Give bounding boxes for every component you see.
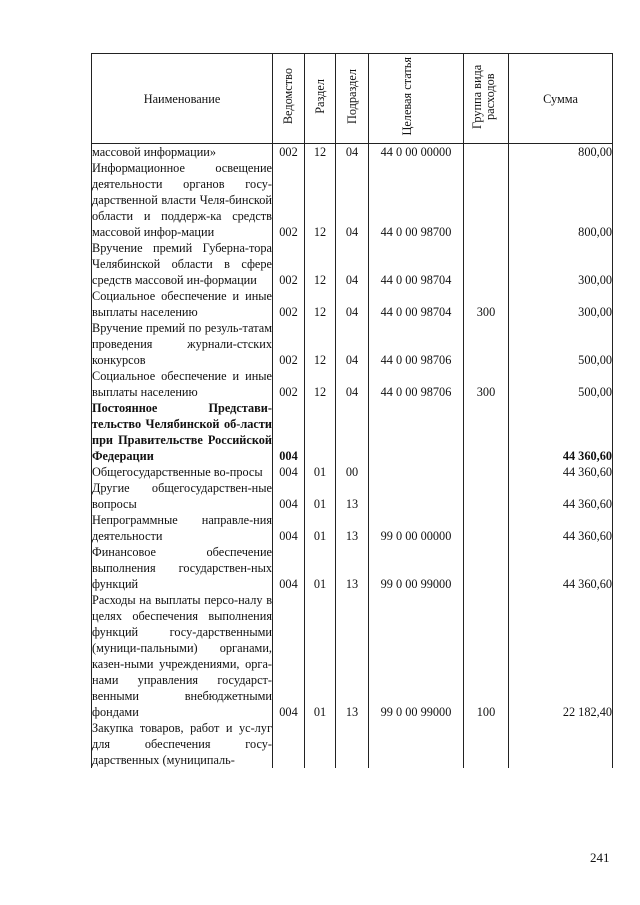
row-name: Закупка товаров, работ и ус-луг для обеспечения госу-дарственных (муниципаль- bbox=[92, 721, 272, 767]
row-subsection: 04 bbox=[336, 368, 369, 400]
table-row bbox=[92, 720, 613, 768]
row-department: 002 bbox=[273, 160, 305, 240]
row-department: 004 bbox=[273, 464, 305, 480]
row-subsection: 13 bbox=[336, 512, 369, 544]
row-department: 004 bbox=[273, 592, 305, 720]
row-sum: 500,00 bbox=[509, 320, 613, 368]
row-expense-group bbox=[464, 544, 509, 592]
row-sum: 44 360,60 bbox=[509, 512, 613, 544]
row-target: 44 0 00 98704 bbox=[369, 240, 464, 288]
row-subsection: 04 bbox=[336, 320, 369, 368]
row-expense-group bbox=[464, 144, 509, 161]
row-expense-group: 300 bbox=[464, 288, 509, 320]
table-header-row bbox=[92, 54, 613, 144]
row-target: 44 0 00 98704 bbox=[369, 288, 464, 320]
row-name: Вручение премий Губерна-тора Челябинской области в сфере средств массовой ин-формации bbox=[92, 241, 272, 287]
table-row bbox=[92, 240, 613, 288]
row-target: 44 0 00 98706 bbox=[369, 368, 464, 400]
row-section: 12 bbox=[305, 160, 336, 240]
table-row bbox=[92, 320, 613, 368]
row-target: 99 0 00 00000 bbox=[369, 512, 464, 544]
row-sum: 500,00 bbox=[509, 368, 613, 400]
header-department: Ведомство bbox=[273, 54, 305, 144]
row-name: Общегосударственные во-просы bbox=[92, 464, 273, 480]
budget-table bbox=[91, 53, 613, 768]
table-row bbox=[92, 288, 613, 320]
row-section: 12 bbox=[305, 288, 336, 320]
row-sum: 300,00 bbox=[509, 288, 613, 320]
row-name: Социальное обеспечение и иные выплаты населению bbox=[92, 289, 272, 319]
row-department bbox=[273, 720, 305, 768]
row-expense-group: 300 bbox=[464, 368, 509, 400]
row-name: массовой информации» bbox=[92, 144, 273, 161]
row-target bbox=[369, 720, 464, 768]
row-expense-group bbox=[464, 464, 509, 480]
table-row bbox=[92, 592, 613, 720]
table-row bbox=[92, 480, 613, 512]
row-department: 004 bbox=[273, 400, 305, 464]
row-expense-group bbox=[464, 512, 509, 544]
row-section: 01 bbox=[305, 464, 336, 480]
row-department: 004 bbox=[273, 512, 305, 544]
header-name: Наименование bbox=[92, 54, 273, 144]
row-department: 002 bbox=[273, 144, 305, 161]
row-target: 44 0 00 98700 bbox=[369, 160, 464, 240]
row-expense-group bbox=[464, 320, 509, 368]
row-subsection: 00 bbox=[336, 464, 369, 480]
table-row bbox=[92, 512, 613, 544]
row-subsection: 13 bbox=[336, 544, 369, 592]
row-subsection: 04 bbox=[336, 288, 369, 320]
row-subsection: 13 bbox=[336, 592, 369, 720]
table-row bbox=[92, 368, 613, 400]
table-row bbox=[92, 464, 613, 480]
row-sum: 800,00 bbox=[509, 144, 613, 161]
row-department: 004 bbox=[273, 480, 305, 512]
row-section: 01 bbox=[305, 592, 336, 720]
row-sum: 800,00 bbox=[509, 160, 613, 240]
table-row bbox=[92, 400, 613, 464]
row-sum: 44 360,60 bbox=[509, 480, 613, 512]
header-subsection: Подраздел bbox=[336, 54, 369, 144]
table-row bbox=[92, 160, 613, 240]
header-expense-group: Группа вида расходов bbox=[464, 54, 509, 144]
row-section: 01 bbox=[305, 544, 336, 592]
row-sum: 22 182,40 bbox=[509, 592, 613, 720]
row-subsection: 04 bbox=[336, 144, 369, 161]
row-subsection: 04 bbox=[336, 160, 369, 240]
page-number: 241 bbox=[590, 850, 610, 865]
row-target bbox=[369, 400, 464, 464]
row-sum: 44 360,60 bbox=[509, 544, 613, 592]
row-department: 002 bbox=[273, 240, 305, 288]
row-subsection: 04 bbox=[336, 240, 369, 288]
row-expense-group bbox=[464, 160, 509, 240]
row-expense-group bbox=[464, 480, 509, 512]
row-expense-group: 100 bbox=[464, 592, 509, 720]
row-name: Другие общегосударствен-ные вопросы bbox=[92, 481, 272, 511]
header-target: Целевая статья bbox=[369, 54, 464, 144]
row-name: Расходы на выплаты персо-налу в целях обеспечения выполнения функций госу-дарственными (муници-пальными) органами, казен-ными учреждениями, орга-нами управления государст-венными внебюджетными фондами bbox=[92, 593, 272, 719]
row-subsection bbox=[336, 720, 369, 768]
row-name: Вручение премий по резуль-татам проведения журнали-стских конкурсов bbox=[92, 321, 272, 367]
row-section: 12 bbox=[305, 320, 336, 368]
row-sum: 300,00 bbox=[509, 240, 613, 288]
row-subsection: 13 bbox=[336, 480, 369, 512]
row-expense-group bbox=[464, 240, 509, 288]
row-target: 44 0 00 98706 bbox=[369, 320, 464, 368]
header-sum: Сумма bbox=[509, 54, 613, 144]
row-department: 002 bbox=[273, 320, 305, 368]
row-section bbox=[305, 400, 336, 464]
row-name: Финансовое обеспечение выполнения государствен-ных функций bbox=[92, 545, 272, 591]
row-name: Информационное освещение деятельности органов госу-дарственной власти Челя-бинской области и поддерж-ка средств массовой инфор-мации bbox=[92, 161, 272, 239]
row-target bbox=[369, 480, 464, 512]
row-subsection bbox=[336, 400, 369, 464]
row-department: 002 bbox=[273, 288, 305, 320]
row-section bbox=[305, 720, 336, 768]
row-name: Непрограммные направле-ния деятельности bbox=[92, 513, 272, 543]
row-target: 44 0 00 00000 bbox=[369, 144, 464, 161]
row-name: Социальное обеспечение и иные выплаты населению bbox=[92, 369, 272, 399]
table-row bbox=[92, 144, 613, 161]
row-expense-group bbox=[464, 400, 509, 464]
row-target: 99 0 00 99000 bbox=[369, 592, 464, 720]
row-target bbox=[369, 464, 464, 480]
row-department: 004 bbox=[273, 544, 305, 592]
row-section: 12 bbox=[305, 240, 336, 288]
row-section: 12 bbox=[305, 368, 336, 400]
row-section: 01 bbox=[305, 512, 336, 544]
table-row bbox=[92, 544, 613, 592]
row-section: 01 bbox=[305, 480, 336, 512]
row-name: Постоянное Представи-тельство Челябинской об-ласти при Правительстве Российской Федерации bbox=[92, 401, 272, 463]
row-sum: 44 360,60 bbox=[509, 400, 613, 464]
row-department: 002 bbox=[273, 368, 305, 400]
row-sum bbox=[509, 720, 613, 768]
row-expense-group bbox=[464, 720, 509, 768]
row-section: 12 bbox=[305, 144, 336, 161]
row-target: 99 0 00 99000 bbox=[369, 544, 464, 592]
header-section: Раздел bbox=[305, 54, 336, 144]
row-sum: 44 360,60 bbox=[509, 464, 613, 480]
